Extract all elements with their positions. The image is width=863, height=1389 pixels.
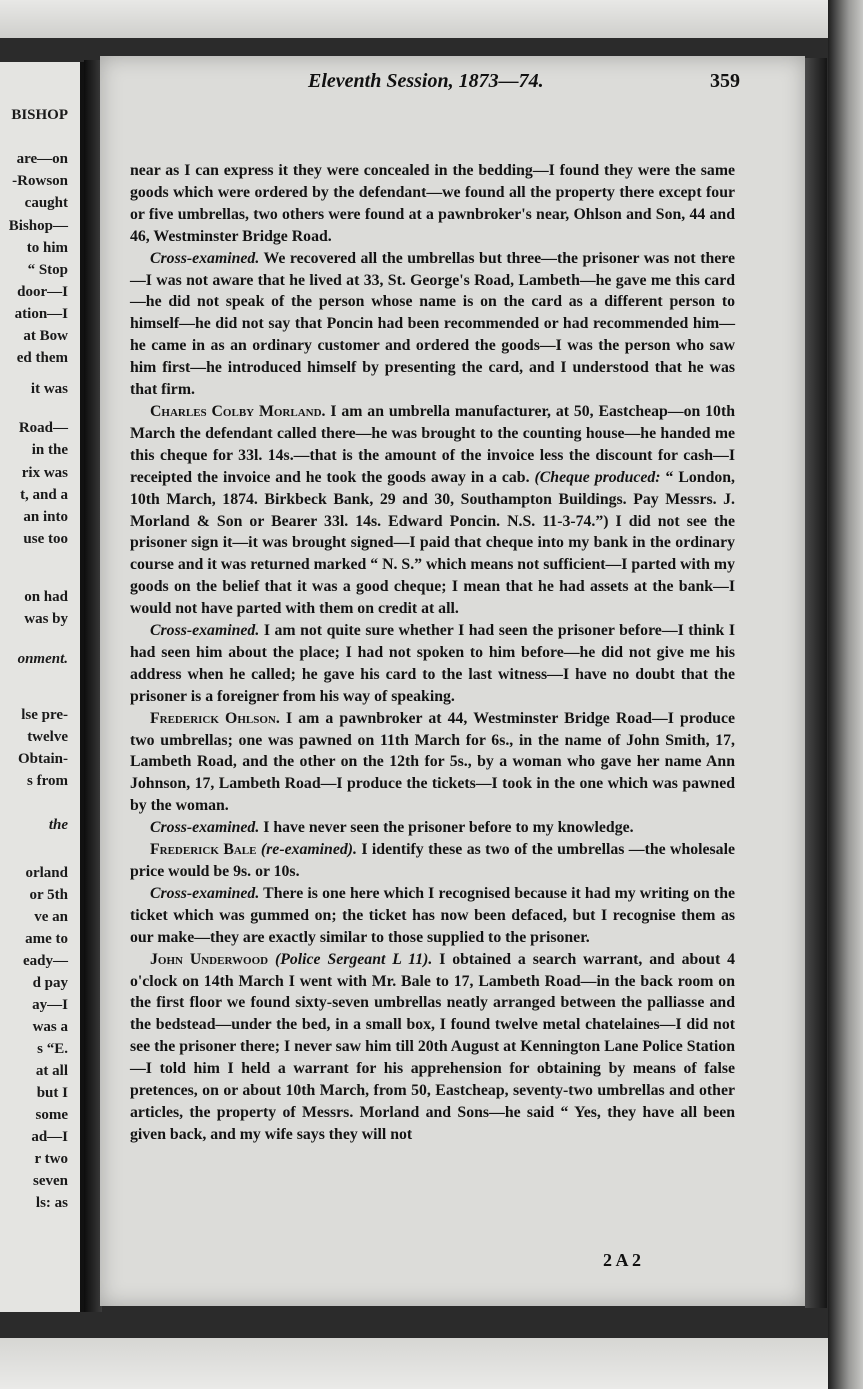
left-page-fragment: in the <box>31 442 68 458</box>
left-page-fragment: orland <box>25 865 68 881</box>
left-page-fragment: use too <box>23 531 68 547</box>
left-page-fragment: or 5th <box>29 887 68 903</box>
paragraph-lead-sc: Frederick Bale <box>150 841 257 859</box>
bottom-paper-edge <box>0 1338 863 1389</box>
page-rim <box>805 58 827 1308</box>
left-page-fragment: was a <box>32 1019 68 1035</box>
left-page-fragment: the <box>48 817 68 833</box>
paragraph <box>130 883 735 949</box>
running-title: Eleventh Session, 1873—74. <box>308 70 544 92</box>
paragraph <box>130 401 735 620</box>
paragraph <box>130 817 735 839</box>
left-page-fragment: t, and a <box>20 487 68 503</box>
paragraph-inline-italic: (re-examined). <box>256 841 357 859</box>
paragraph-text: There is one here which I recognised because it had my writing on the ticket which was gummed on; the ticket has now been defaced, but I recognise them as our make—they are exactly similar to those supplied to the prisoner. <box>130 884 735 946</box>
left-page-fragment: it was <box>30 381 68 397</box>
paragraph <box>130 839 735 883</box>
left-page-fragment: s “E. <box>37 1041 68 1057</box>
left-page-fragment: ls: as <box>35 1195 68 1211</box>
paragraph-lead-sc: Frederick Ohlson. <box>150 709 280 727</box>
left-page-fragment: -Rowson <box>12 173 68 189</box>
left-page-fragment: s from <box>27 773 68 789</box>
left-page-fragment: onment. <box>17 651 68 667</box>
running-head <box>200 70 740 94</box>
left-page-fragment: ame to <box>25 931 68 947</box>
left-page-fragment: ad—I <box>31 1129 68 1145</box>
left-page-fragment: at Bow <box>23 328 68 344</box>
paragraph <box>130 620 735 708</box>
paragraph <box>130 248 735 401</box>
paragraph-lead-italic: Cross-examined. <box>150 622 260 640</box>
left-page-fragment: “ Stop <box>27 262 68 278</box>
left-page-fragment: an into <box>23 509 68 525</box>
left-page-fragment: some <box>35 1107 68 1123</box>
body-text <box>130 160 735 1146</box>
signature-mark: 2 A 2 <box>603 1250 642 1270</box>
paragraph-text2: “ London, 10th March, 1874. Birkbeck Bank, 29 and 30, Southampton Buildings. Pay Messrs. J. Morland & Son or Bearer 33l. 14s. Edward Poncin. N.S. 11-3-74.”) I did not see the prisoner sign it—it was brought signed—I paid that cheque into my bank in the ordinary course and it was returned marked “ N. S.” which means not sufficient—I parted with my goods on the belief that it was a good cheque; I mean that he had assets at the bank—I would not have parted with them on credit at all. <box>130 468 736 618</box>
paragraph-text2: I obtained a search warrant, and about 4 o'clock on 14th March I went with Mr. Bale to 17, Lambeth Road—in the back room on the first floor we found sixty-seven umbrellas neatly arranged between the palliasse and the bedstead—under the bed, in a small box, I found twelve metal chatelaines—I did not see the prisoner there; I never saw him till 20th August at Kennington Lane Police Station —I told him I held a warrant for his apprehension for obtaining by means of false pretences, on or about 10th March, from 50, Eastcheap, seventy-two umbrellas and other articles, the property of Messrs. Morland and Sons—he said “ Yes, they have all been given back, and my wife says they will not <box>130 950 735 1143</box>
left-page-fragment: BISHOP <box>11 107 68 123</box>
top-paper-edge <box>0 0 863 38</box>
left-page-fragment: d pay <box>32 975 68 991</box>
right-book-edge <box>828 0 863 1389</box>
paragraph-text2: I identify these as two of the umbrellas —the wholesale price would be 9s. or 10s. <box>130 841 735 880</box>
left-page-fragment: Obtain- <box>17 751 68 767</box>
paragraph <box>130 708 735 818</box>
left-page-fragment: was by <box>24 611 68 627</box>
left-page-fragment: rix was <box>21 465 68 481</box>
left-page-fragment: r two <box>34 1151 68 1167</box>
left-page-fragment: eady— <box>23 953 68 969</box>
left-page-fragment: but I <box>36 1085 68 1101</box>
paragraph-text: We recovered all the umbrellas but three—the prisoner was not there—I was not aware that he lived at 33, St. George's Road, Lambeth—he gave me this card—he did not speak of the person whose name is on the card as a different person to himself—he did not say that Poncin had been recommended or had recommended him—he came in as an ordinary customer and ordered the goods—I was the person who saw him first—he introduced himself by presenting the card, and I understood that he was that firm. <box>130 249 735 399</box>
page-number: 359 <box>710 70 740 92</box>
left-page-fragment: ay—I <box>32 997 68 1013</box>
left-page-fragment: ation—I <box>14 306 68 322</box>
paragraph <box>130 160 735 248</box>
paragraph-text: I have never seen the prisoner before to my knowledge. <box>259 819 634 837</box>
left-page-fragment: are—on <box>16 151 68 167</box>
left-page-fragment: door—I <box>17 284 68 300</box>
left-page-fragment: to him <box>26 240 68 256</box>
left-facing-page <box>0 62 84 1312</box>
left-page-fragment: lse pre- <box>21 707 68 723</box>
paragraph-inline-italic: (Police Sergeant L 11). <box>268 950 433 968</box>
paragraph-text: I am a pawnbroker at 44, Westminster Bridge Road—I produce two umbrellas; one was pawned on 11th March for 6s., in the name of John Smith, 17, Lambeth Road, and the other on the 12th for 5s., by a woman who gave her name Ann Johnson, 17, Lambeth Road—I produce the tickets—I took in the one which was pawned by the woman. <box>130 709 735 815</box>
paragraph-lead-italic: Cross-examined. <box>150 249 260 267</box>
paragraph-text: I am not quite sure whether I had seen the prisoner before—I think I had seen him about the place; I had not spoken to him before—he did not give me his address when he called; he gave his card to the last witness—I have no doubt that the prisoner is a foreigner from his way of speaking. <box>130 622 735 705</box>
left-page-fragment: ve an <box>34 909 68 925</box>
paragraph-lead-sc: John Underwood <box>150 950 269 968</box>
paragraph <box>130 949 735 1146</box>
paragraph-lead-italic: Cross-examined. <box>150 884 260 902</box>
left-page-fragment: caught <box>24 195 68 211</box>
left-page-fragment: ed them <box>16 350 68 366</box>
paragraph-lead-italic: Cross-examined. <box>150 819 260 837</box>
left-page-fragment: at all <box>35 1063 68 1079</box>
paragraph-text: near as I can express it they were concealed in the bedding—I found they were the same goods which were ordered by the defendant—we found all the property there except four or five umbrellas, two others were found at a pawnbroker's near, Ohlson and Son, 44 and 46, Westminster Bridge Road. <box>130 162 735 245</box>
left-page-fragment: twelve <box>27 729 68 745</box>
left-page-fragment: Road— <box>18 420 68 436</box>
paragraph-inline-italic: (Cheque produced: <box>529 468 661 486</box>
left-page-fragment: seven <box>33 1173 68 1189</box>
left-page-fragment: on had <box>24 589 68 605</box>
paragraph-text: I am an umbrella manufacturer, at 50, Eastcheap—on 10th March the defendant called there—he was brought to the counting house—he handed me this cheque for 33l. 14s.—that is the amount of the invoice less the discount for cash—I receipted the invoice and he took the goods away in a cab. <box>130 402 736 486</box>
left-page-fragment: Bishop— <box>8 218 68 234</box>
paragraph-lead-sc: Charles Colby Morland. <box>150 402 326 420</box>
